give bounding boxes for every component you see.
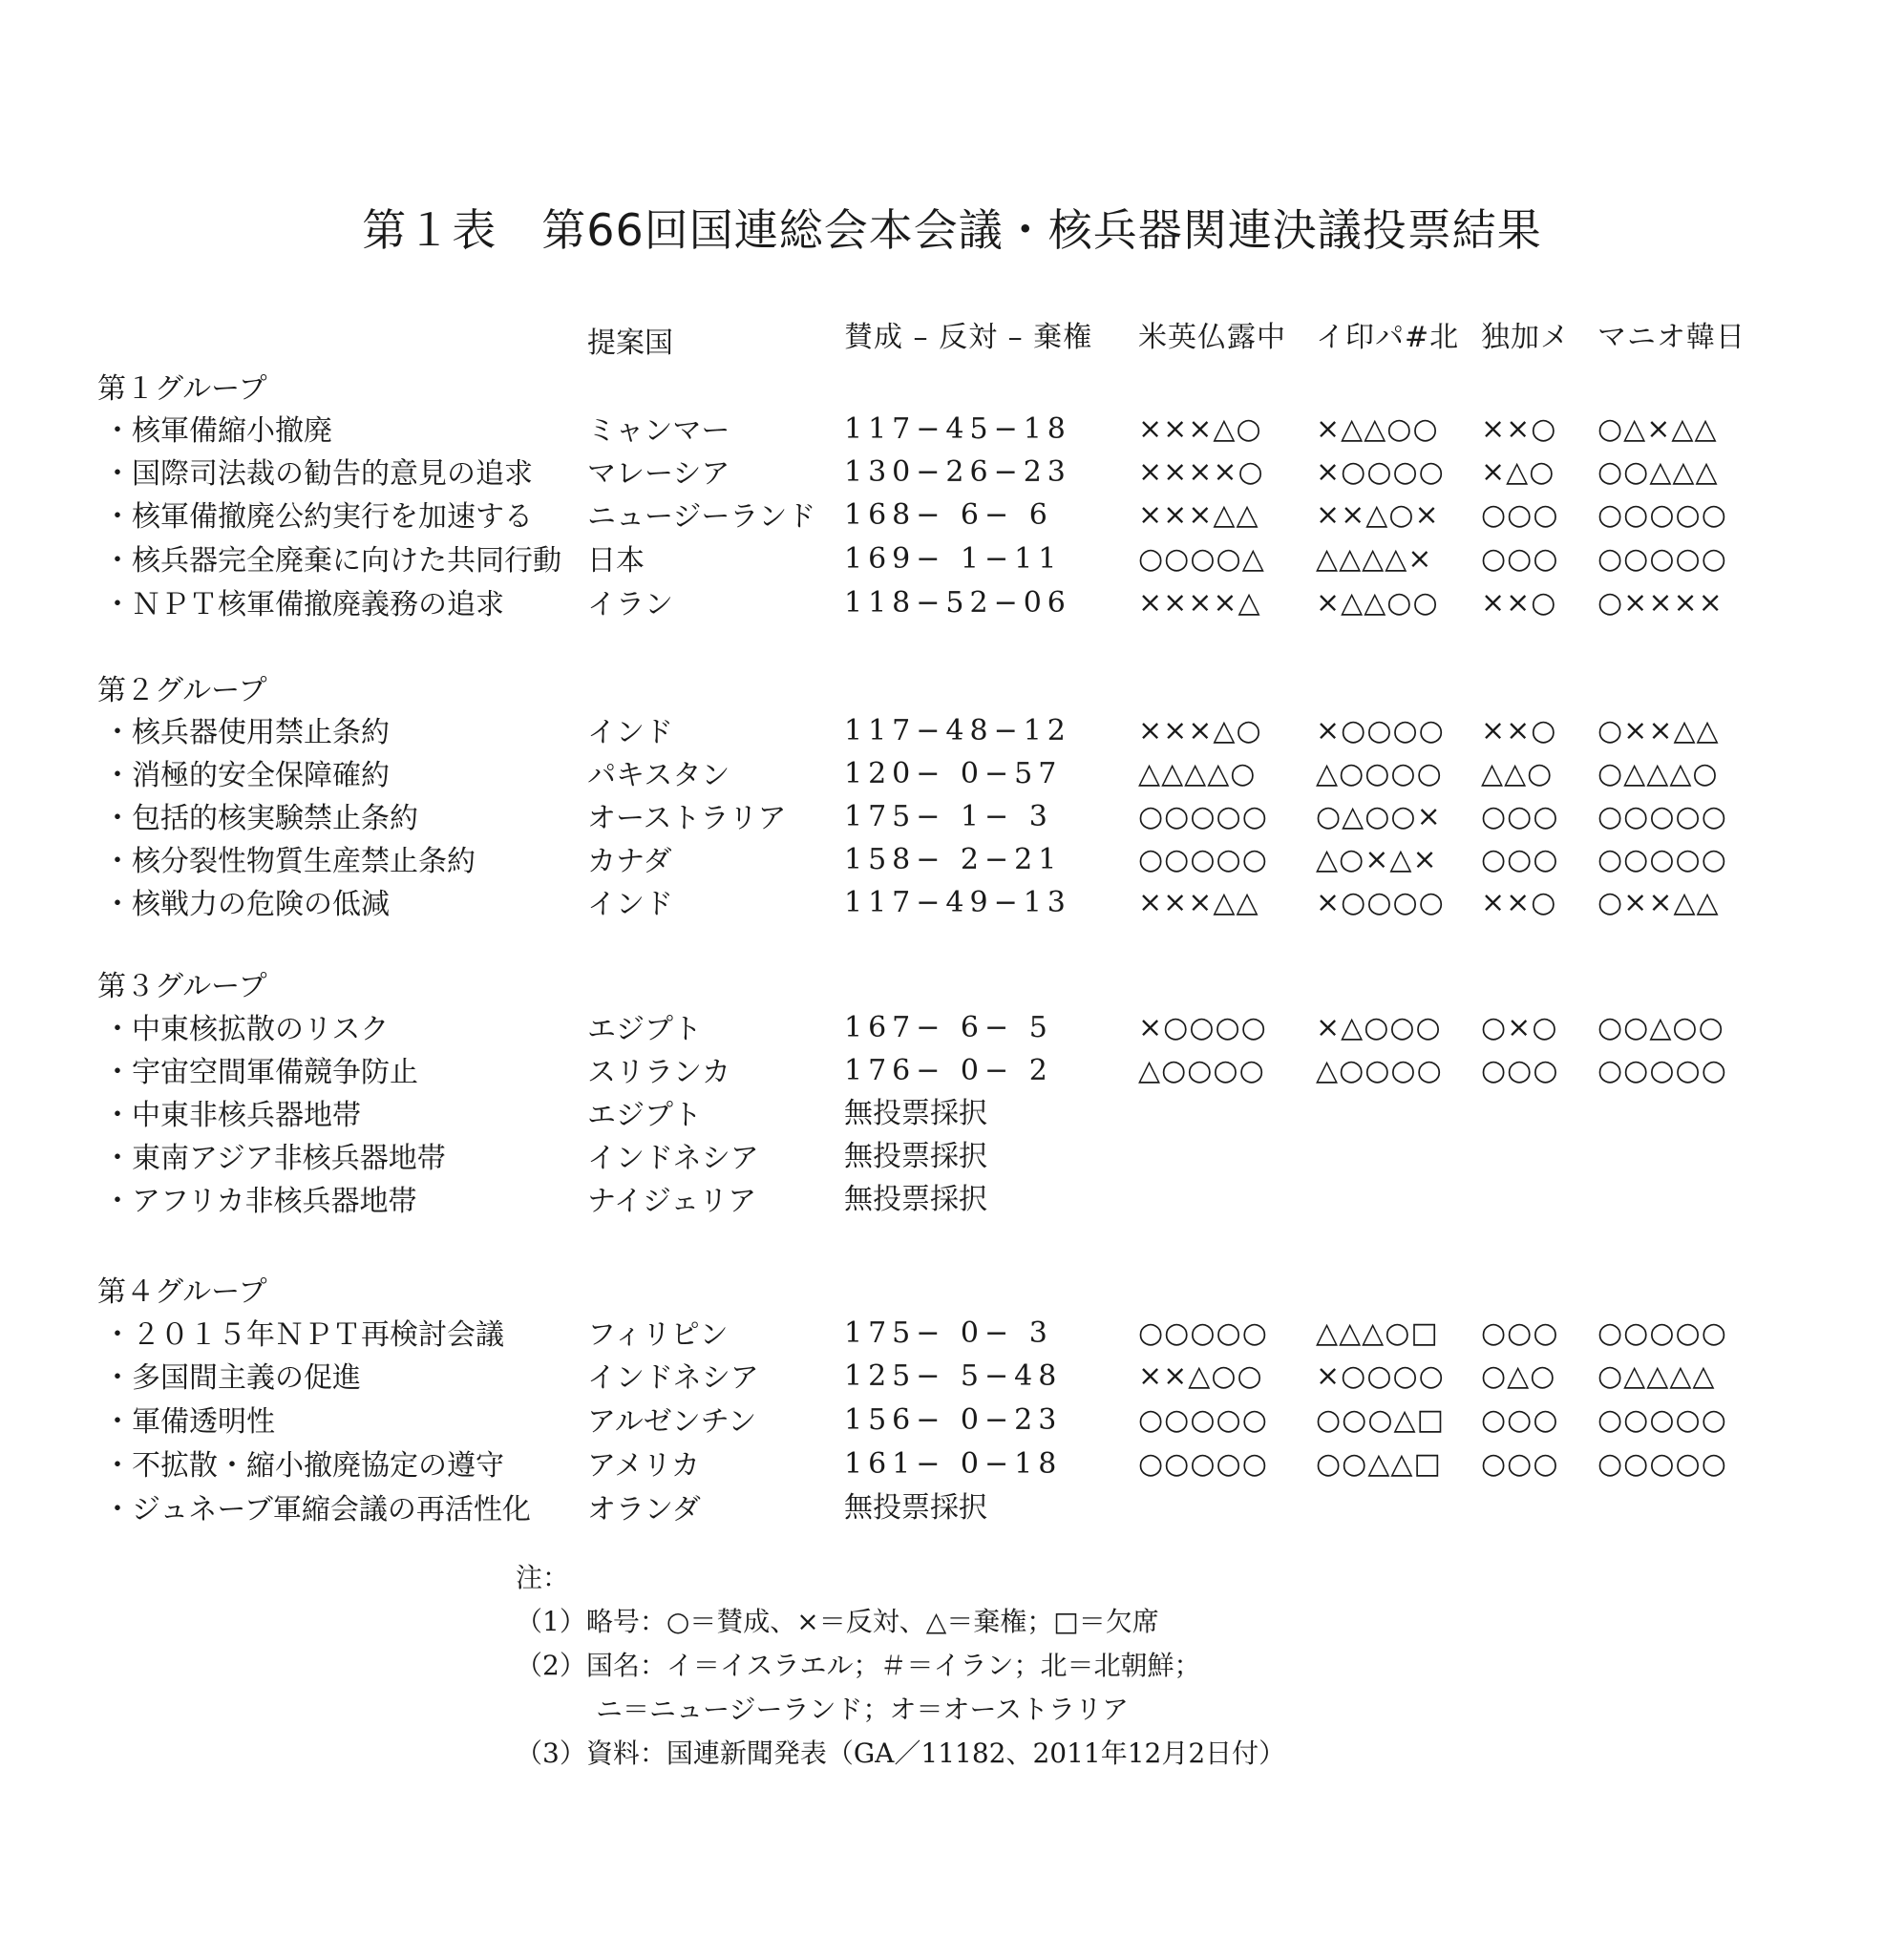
row-name: ・中東非核兵器地帯 (103, 1099, 361, 1132)
row-g1: ○○○○○ (1138, 1447, 1268, 1481)
row-g3: ○○○ (1481, 542, 1559, 576)
row-g1: ○○○○△ (1138, 542, 1265, 576)
row-name: ・アフリカ非核兵器地帯 (103, 1185, 417, 1218)
row-g4: ○△△△○ (1597, 757, 1719, 790)
header-proposer: 提案国 (587, 326, 673, 360)
row-name: ・核戦力の危険の低減 (103, 888, 390, 921)
row-name: ・包括的核実験禁止条約 (103, 802, 418, 835)
row-proposer: ナイジェリア (587, 1185, 757, 1218)
row-g3: ○△○ (1481, 1359, 1556, 1393)
row-g3: ××○ (1481, 412, 1557, 446)
row-g3: ××○ (1481, 586, 1557, 620)
row-g3: ○×○ (1481, 1011, 1558, 1044)
row-g2: ×○○○○ (1316, 886, 1445, 919)
row-g3: ×△○ (1481, 455, 1555, 489)
note-line: ニ＝ニュージーランド；オ＝オーストラリア (516, 1694, 1130, 1725)
row-g1: ×××△△ (1138, 498, 1259, 532)
row-name: ・２０１５年ＮＰＴ再検討会議 (103, 1318, 504, 1352)
row-g1: ○○○○○ (1138, 1316, 1268, 1350)
row-proposer: 日本 (587, 544, 645, 578)
row-g2: ×○○○○ (1316, 714, 1445, 747)
row-g4: ○△△△△ (1597, 1359, 1716, 1393)
row-name: ・核分裂性物質生産禁止条約 (103, 845, 476, 878)
row-votes: 175− 1− 3 (844, 800, 1053, 833)
row-g4: ○○△○○ (1597, 1011, 1724, 1044)
row-g1: ××××△ (1138, 586, 1261, 620)
row-g1: ×○○○○ (1138, 1011, 1267, 1044)
row-g1: ×××△○ (1138, 714, 1262, 747)
row-g2: △○○○○ (1316, 757, 1443, 790)
row-g1: ××△○○ (1138, 1359, 1263, 1393)
row-proposer: インドネシア (587, 1142, 759, 1175)
row-g1: ○○○○○ (1138, 1403, 1268, 1437)
row-votes: 無投票採択 (844, 1140, 987, 1173)
header-g2: イ印パ#北 (1316, 321, 1460, 354)
row-g3: ○○○ (1481, 498, 1559, 532)
row-votes: 118−52−06 (844, 586, 1071, 620)
group-title: 第２グループ (97, 674, 267, 707)
row-g2: ×△△○○ (1316, 412, 1439, 446)
table-title: 第１表 第66回国連総会本会議・核兵器関連決議投票結果 (362, 204, 1542, 256)
header-g4: マニオ韓日 (1597, 321, 1745, 354)
row-votes: 117−45−18 (844, 412, 1071, 446)
row-proposer: フィリピン (587, 1318, 729, 1352)
row-name: ・ＮＰＴ核軍備撤廃義務の追求 (103, 588, 504, 621)
header-g3: 独加メ (1481, 321, 1570, 354)
row-g4: ○×××× (1597, 586, 1724, 620)
row-votes: 117−49−13 (844, 886, 1071, 919)
row-name: ・核兵器使用禁止条約 (103, 716, 390, 749)
header-votes: 賛成 – 反対 – 棄権 (844, 321, 1093, 354)
row-proposer: インドネシア (587, 1361, 759, 1395)
row-g1: ××××○ (1138, 455, 1264, 489)
notes-heading: 注： (516, 1562, 570, 1593)
row-g2: ○○○△□ (1316, 1403, 1445, 1437)
row-g4: ○△×△△ (1597, 412, 1718, 446)
header-g1: 米英仏露中 (1138, 321, 1286, 354)
row-votes: 156− 0−23 (844, 1403, 1063, 1437)
row-name: ・東南アジア非核兵器地帯 (103, 1142, 446, 1175)
row-votes: 158− 2−21 (844, 843, 1063, 876)
row-votes: 167− 6− 5 (844, 1011, 1053, 1044)
row-g3: ○○○ (1481, 1403, 1559, 1437)
row-votes: 無投票採択 (844, 1183, 987, 1216)
row-g1: ×××△○ (1138, 412, 1262, 446)
row-g3: △△○ (1481, 757, 1554, 790)
row-g2: △△△△× (1316, 542, 1433, 576)
note-line: （3）資料：国連新聞発表（GA／11182、2011年12月2日付） (516, 1737, 1286, 1769)
row-votes: 120− 0−57 (844, 757, 1063, 790)
row-g2: ×○○○○ (1316, 1359, 1445, 1393)
row-g4: ○○○○○ (1597, 1054, 1727, 1087)
row-g2: ××△○× (1316, 498, 1440, 532)
row-votes: 169− 1−11 (844, 542, 1063, 576)
row-g1: △○○○○ (1138, 1054, 1265, 1087)
row-proposer: インド (587, 888, 673, 921)
row-g4: ○××△△ (1597, 886, 1720, 919)
row-g4: ○××△△ (1597, 714, 1720, 747)
row-g4: ○○○○○ (1597, 498, 1727, 532)
row-g4: ○○○○○ (1597, 542, 1727, 576)
row-name: ・消極的安全保障確約 (103, 759, 390, 792)
row-g4: ○○△△△ (1597, 455, 1719, 489)
row-g3: ○○○ (1481, 1054, 1559, 1087)
row-g4: ○○○○○ (1597, 1447, 1727, 1481)
row-proposer: アメリカ (587, 1449, 700, 1483)
row-name: ・軍備透明性 (103, 1405, 275, 1439)
row-votes: 168− 6− 6 (844, 498, 1053, 532)
row-votes: 176− 0− 2 (844, 1054, 1053, 1087)
row-proposer: アルゼンチン (587, 1405, 757, 1439)
row-proposer: スリランカ (587, 1056, 730, 1089)
row-g4: ○○○○○ (1597, 1316, 1727, 1350)
row-g1: ×××△△ (1138, 886, 1259, 919)
row-g4: ○○○○○ (1597, 800, 1727, 833)
row-g3: ○○○ (1481, 1316, 1559, 1350)
row-proposer: エジプト (587, 1099, 702, 1132)
row-proposer: ニュージーランド (587, 500, 816, 534)
row-votes: 無投票採択 (844, 1097, 987, 1130)
row-name: ・ジュネーブ軍縮会議の再活性化 (103, 1493, 531, 1526)
note-line: （1）略号：○＝賛成、×＝反対、△＝棄権；□＝欠席 (516, 1606, 1159, 1637)
row-g3: ××○ (1481, 714, 1557, 747)
row-proposer: ミャンマー (587, 414, 730, 448)
group-title: 第３グループ (97, 970, 267, 1003)
row-name: ・中東核拡散のリスク (103, 1013, 390, 1046)
row-g2: △△△○□ (1316, 1316, 1439, 1350)
row-name: ・不拡散・縮小撤廃協定の遵守 (103, 1449, 504, 1483)
row-votes: 161− 0−18 (844, 1447, 1063, 1481)
row-votes: 125− 5−48 (844, 1359, 1063, 1393)
row-g3: ○○○ (1481, 843, 1559, 876)
row-g2: ○○△△□ (1316, 1447, 1442, 1481)
row-g2: ×△△○○ (1316, 586, 1439, 620)
row-name: ・国際司法裁の勧告的意見の追求 (103, 457, 533, 491)
group-title: 第４グループ (97, 1275, 267, 1309)
group-title: 第１グループ (97, 372, 267, 406)
note-line: （2）国名：イ＝イスラエル；＃＝イラン；北＝北朝鮮； (516, 1650, 1201, 1681)
row-proposer: パキスタン (587, 759, 730, 792)
notes (516, 1556, 1285, 1776)
row-g1: ○○○○○ (1138, 800, 1268, 833)
row-g1: △△△△○ (1138, 757, 1257, 790)
row-g1: ○○○○○ (1138, 843, 1268, 876)
row-proposer: イラン (587, 588, 673, 621)
row-g2: △○○○○ (1316, 1054, 1443, 1087)
row-votes: 130−26−23 (844, 455, 1071, 489)
row-g3: ××○ (1481, 886, 1557, 919)
row-g4: ○○○○○ (1597, 843, 1727, 876)
row-name: ・多国間主義の促進 (103, 1361, 361, 1395)
row-g2: ○△○○× (1316, 800, 1442, 833)
row-name: ・核軍備縮小撤廃 (103, 414, 332, 448)
row-g2: ×○○○○ (1316, 455, 1445, 489)
row-proposer: オランダ (587, 1493, 701, 1526)
row-proposer: マレーシア (587, 457, 730, 491)
row-g3: ○○○ (1481, 1447, 1559, 1481)
row-name: ・核軍備撤廃公約実行を加速する (103, 500, 533, 534)
row-proposer: カナダ (587, 845, 672, 878)
row-g3: ○○○ (1481, 800, 1559, 833)
row-proposer: オーストラリア (587, 802, 787, 835)
row-g2: ×△○○○ (1316, 1011, 1442, 1044)
row-votes: 117−48−12 (844, 714, 1071, 747)
row-proposer: エジプト (587, 1013, 702, 1046)
row-name: ・核兵器完全廃棄に向けた共同行動 (103, 544, 561, 578)
row-name: ・宇宙空間軍備競争防止 (103, 1056, 418, 1089)
row-votes: 無投票採択 (844, 1491, 987, 1525)
row-g2: △○×△× (1316, 843, 1438, 876)
row-proposer: インド (587, 716, 673, 749)
row-g4: ○○○○○ (1597, 1403, 1727, 1437)
row-votes: 175− 0− 3 (844, 1316, 1053, 1350)
